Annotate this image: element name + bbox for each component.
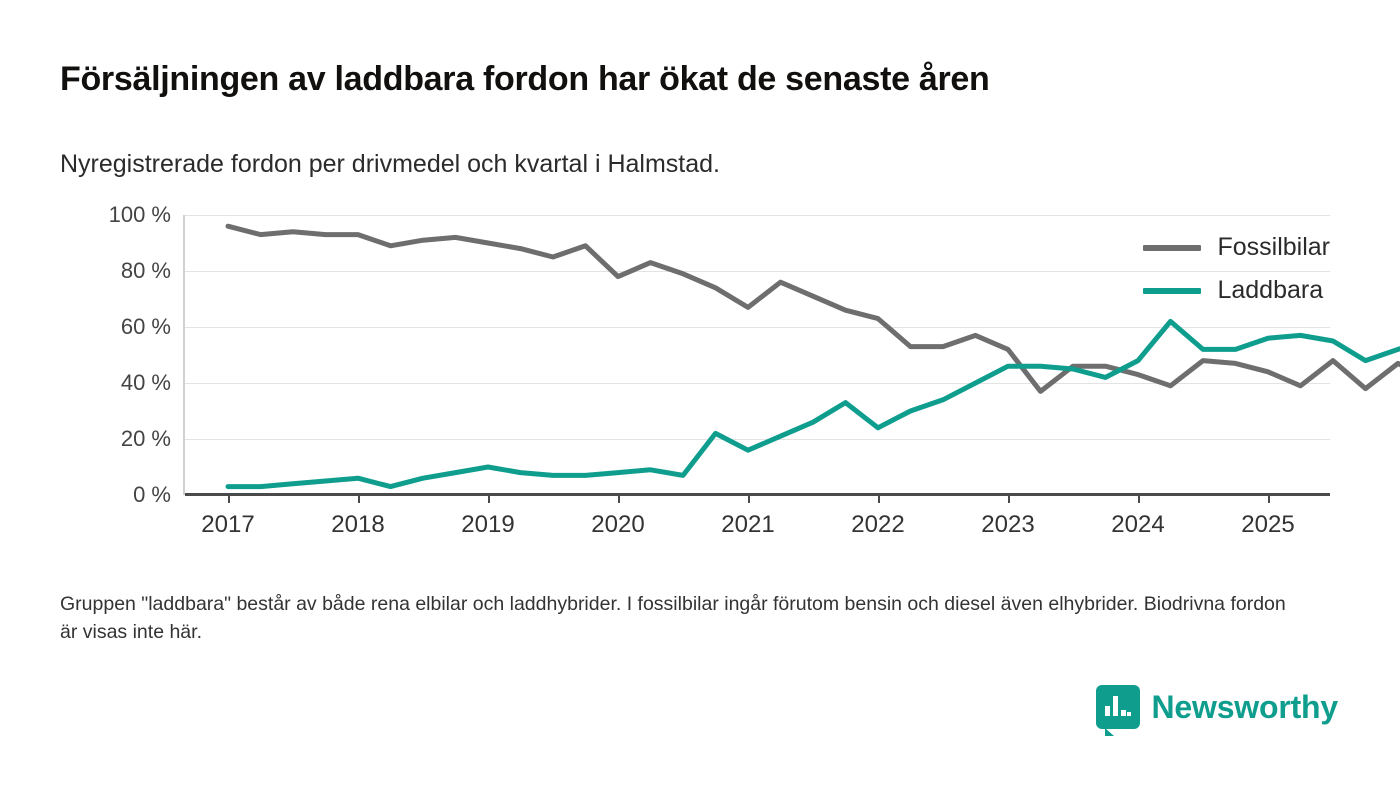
series-line-laddbara (228, 321, 1400, 486)
brand-logo (1096, 685, 1339, 729)
x-tick-label: 2018 (331, 511, 385, 538)
x-tick-label: 2017 (201, 511, 255, 538)
chart-legend (1143, 233, 1330, 305)
x-tick-mark (878, 495, 880, 503)
legend-swatch (1143, 288, 1201, 294)
x-tick-mark (618, 495, 620, 503)
x-tick-label: 2020 (591, 511, 645, 538)
page-title: Försäljningen av laddbara fordon har ökat de senaste åren (60, 60, 990, 98)
x-tick-mark (228, 495, 230, 503)
x-tick-label: 2022 (851, 511, 905, 538)
icon-bar (1105, 706, 1110, 716)
x-tick-mark (748, 495, 750, 503)
y-tick-label: 80 % (120, 258, 171, 283)
x-tick-label: 2019 (461, 511, 515, 538)
x-tick-label: 2021 (721, 511, 775, 538)
chart-footnote: Gruppen "laddbara" består av både rena elbilar och laddhybrider. I fossilbilar ingår förutom bensin och diesel även elhybrider. Biodrivna fordon är visas inte här. (60, 593, 1286, 644)
legend-label: Fossilbilar (1217, 233, 1330, 261)
y-tick-label: 100 % (108, 202, 171, 227)
icon-bar (1127, 712, 1131, 716)
brand-name: Newsworthy (1151, 688, 1338, 725)
x-tick-mark (1008, 495, 1010, 503)
chart-container (60, 202, 1340, 545)
x-tick-mark (1138, 495, 1140, 503)
legend-item-laddbara (1143, 276, 1330, 305)
x-tick-mark (358, 495, 360, 503)
y-tick-label: 20 % (120, 426, 171, 451)
speech-tail-icon (1105, 728, 1114, 736)
y-tick-label: 60 % (120, 314, 171, 339)
bar-chart-icon-bars (1105, 696, 1131, 716)
bar-chart-icon (1096, 685, 1140, 729)
y-tick-label: 40 % (120, 370, 171, 395)
page-subtitle: Nyregistrerade fordon per drivmedel och kvartal i Halmstad. (60, 150, 720, 178)
icon-bar (1121, 710, 1126, 716)
legend-item-fossilbilar (1143, 233, 1330, 262)
legend-swatch (1143, 245, 1201, 251)
x-tick-mark (488, 495, 490, 503)
x-tick-label: 2023 (981, 511, 1035, 538)
x-tick-label: 2025 (1241, 511, 1295, 538)
legend-label: Laddbara (1217, 276, 1324, 304)
y-tick-label: 0 % (133, 482, 171, 507)
x-tick-label: 2024 (1111, 511, 1165, 538)
icon-bar (1113, 696, 1118, 716)
x-tick-mark (1268, 495, 1270, 503)
